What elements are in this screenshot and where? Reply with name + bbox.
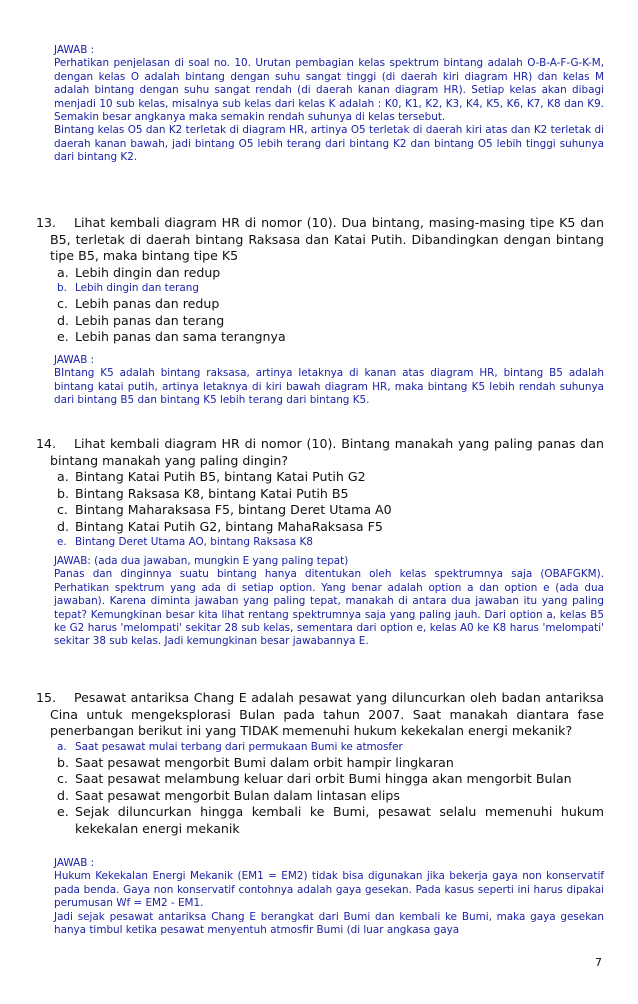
option-a [57, 469, 604, 486]
option-d [57, 313, 604, 330]
answer-block-13 [54, 354, 604, 408]
option-text: Lebih panas dan sama terangnya [75, 329, 286, 344]
option-d [57, 788, 604, 805]
option-c [57, 771, 604, 788]
question-stem [36, 215, 604, 265]
question-number: 14. [36, 436, 57, 451]
answer-label: JAWAB : [54, 857, 95, 869]
answer-label: JAWAB : [54, 354, 95, 366]
option-letter: d. [57, 312, 69, 328]
answer-paragraph: Jadi sejak pesawat antariksa Chang E berangkat dari Bumi dan kembali ke Bumi, maka gaya gesekan hanya timbul ketika pesawat menyentuh atmosfir Bumi (di luar angkasa gaya [54, 910, 604, 937]
option-letter: d. [57, 787, 69, 803]
option-list [36, 740, 604, 838]
question-15 [36, 690, 604, 837]
option-list [36, 469, 604, 550]
answer-block-14 [54, 555, 604, 649]
option-letter: a. [57, 264, 69, 280]
answer-paragraph: Perhatikan penjelasan di soal no. 10. Urutan pembagian kelas spektrum bintang adalah O-B-A-F-G-K-M, dengan kelas O adalah bintang dengan suhu sangat tinggi (di daerah kiri diagram HR) dan kelas M adalah bintang dengan suhu sangat rendah (di daerah kanan diagram HR). Setiap kelas akan dibagi menjadi 10 sub kelas, misalnya sub kelas dari kelas K adalah : K0, K1, K2, K3, K4, K5, K6, K7, K8 dan K9. Semakin besar angkanya maka semakin rendah suhunya di kelas tersebut. [54, 57, 604, 124]
option-letter: b. [57, 485, 69, 501]
option-letter: b. [57, 754, 69, 770]
option-b [57, 755, 604, 772]
question-stem [36, 436, 604, 469]
option-c [57, 502, 604, 519]
option-a [57, 740, 604, 755]
page-number: 7 [595, 956, 602, 969]
option-text: Lebih panas dan redup [75, 296, 220, 311]
option-text: Saat pesawat melambung keluar dari orbit Bumi hingga akan mengorbit Bulan [75, 771, 572, 786]
question-text: Lihat kembali diagram HR di nomor (10). Bintang manakah yang paling panas dan bintang manakah yang paling dingin? [50, 436, 604, 468]
answer-label: JAWAB : [54, 44, 95, 56]
question-number: 13. [36, 215, 57, 230]
option-text: Bintang Katai Putih G2, bintang MahaRaksasa F5 [75, 518, 383, 534]
option-e [57, 804, 604, 837]
option-text: Lebih dingin dan terang [75, 282, 199, 294]
question-14 [36, 436, 604, 550]
question-13 [36, 215, 604, 346]
option-text: Saat pesawat mengorbit Bumi dalam orbit hampir lingkaran [75, 754, 454, 770]
option-letter: d. [57, 518, 69, 534]
option-b [57, 486, 604, 503]
option-letter: a. [57, 740, 67, 753]
option-text: Lebih dingin dan redup [75, 264, 221, 280]
option-letter: e. [57, 536, 67, 548]
option-text: Bintang Raksasa K8, bintang Katai Putih B5 [75, 485, 349, 501]
question-number: 15. [36, 690, 57, 705]
option-e [57, 535, 604, 550]
question-text: Pesawat antariksa Chang E adalah pesawat yang diluncurkan oleh badan antariksa Cina untuk mengeksplorasi Bulan pada tahun 2007. Saat manakah diantara fase penerbangan berikut ini yang TIDAK memenuhi hukum kekekalan energi mekanik? [50, 690, 604, 738]
option-e [57, 329, 604, 346]
option-text: Saat pesawat mulai terbang dari permukaan Bumi ke atmosfer [75, 740, 403, 753]
option-text: Bintang Deret Utama AO, bintang Raksasa K8 [75, 536, 313, 548]
answer-paragraph: Bintang kelas O5 dan K2 terletak di diagram HR, artinya O5 terletak di daerah kiri atas dan K2 terletak di daerah kanan bawah, jadi bintang O5 lebih terang dari bintang K2 dan bintang O5 lebih tinggi suhunya dari bintang K2. [54, 124, 604, 164]
answer-block-15 [54, 857, 604, 937]
option-letter: b. [57, 282, 67, 294]
answer-label: JAWAB: (ada dua jawaban, mungkin E yang paling tepat) [54, 555, 349, 567]
option-letter: c. [57, 502, 68, 517]
option-a [57, 265, 604, 282]
option-c [57, 296, 604, 313]
option-text: Lebih panas dan terang [75, 312, 225, 328]
option-list [36, 265, 604, 346]
option-b [57, 281, 604, 296]
answer-block-12 [54, 44, 604, 165]
option-text: Bintang Maharaksasa F5, bintang Deret Utama A0 [75, 502, 392, 517]
answer-paragraph: Hukum Kekekalan Energi Mekanik (EM1 = EM2) tidak bisa digunakan jika bekerja gaya non konservatif pada benda. Gaya non konservatif contohnya adalah gaya gesekan. Pada kasus seperti ini harus dipakai perumusan Wf = EM2 - EM1. [54, 870, 604, 910]
answer-paragraph: Panas dan dinginnya suatu bintang hanya ditentukan oleh kelas spektrumnya saja (OBAFGKM). Perhatikan spektrum yang ada di setiap option. Yang benar adalah option a dan option e (ada dua jawaban). Karena diminta jawaban yang paling tepat, manakah di antara dua jawaban itu yang paling tepat? Kemungkinan besar kita lihat rentang spektrumnya saja yang paling jauh. Dari option a, kelas B5 ke G2 harus 'melompati' sekitar 28 sub kelas, sementara dari option e, kelas A0 ke K8 harus 'melompati' sekitar 38 sub kelas. Jadi kemungkinan besar jawabannya E. [54, 568, 604, 648]
option-text: Bintang Katai Putih B5, bintang Katai Putih G2 [75, 469, 366, 484]
option-d [57, 519, 604, 536]
option-text: Saat pesawat mengorbit Bulan dalam lintasan elips [75, 787, 400, 803]
option-letter: c. [57, 771, 68, 786]
answer-paragraph: BIntang K5 adalah bintang raksasa, artinya letaknya di kanan atas diagram HR, bintang B5 adalah bintang katai putih, artinya letaknya di kiri bawah diagram HR, maka bintang K5 lebih rendah suhunya dari bintang B5 dan bintang K5 lebih terang dari bintang K5. [54, 367, 604, 407]
option-letter: a. [57, 469, 69, 484]
question-stem [36, 690, 604, 740]
option-text: Sejak diluncurkan hingga kembali ke Bumi, pesawat selalu memenuhi hukum kekekalan energi mekanik [75, 804, 604, 836]
question-text: Lihat kembali diagram HR di nomor (10). Dua bintang, masing-masing tipe K5 dan B5, terletak di daerah bintang Raksasa dan Katai Putih. Dibandingkan dengan bintang tipe B5, maka bintang tipe K5 [50, 215, 604, 263]
option-letter: e. [57, 329, 69, 344]
option-letter: e. [57, 804, 69, 819]
option-letter: c. [57, 296, 68, 311]
